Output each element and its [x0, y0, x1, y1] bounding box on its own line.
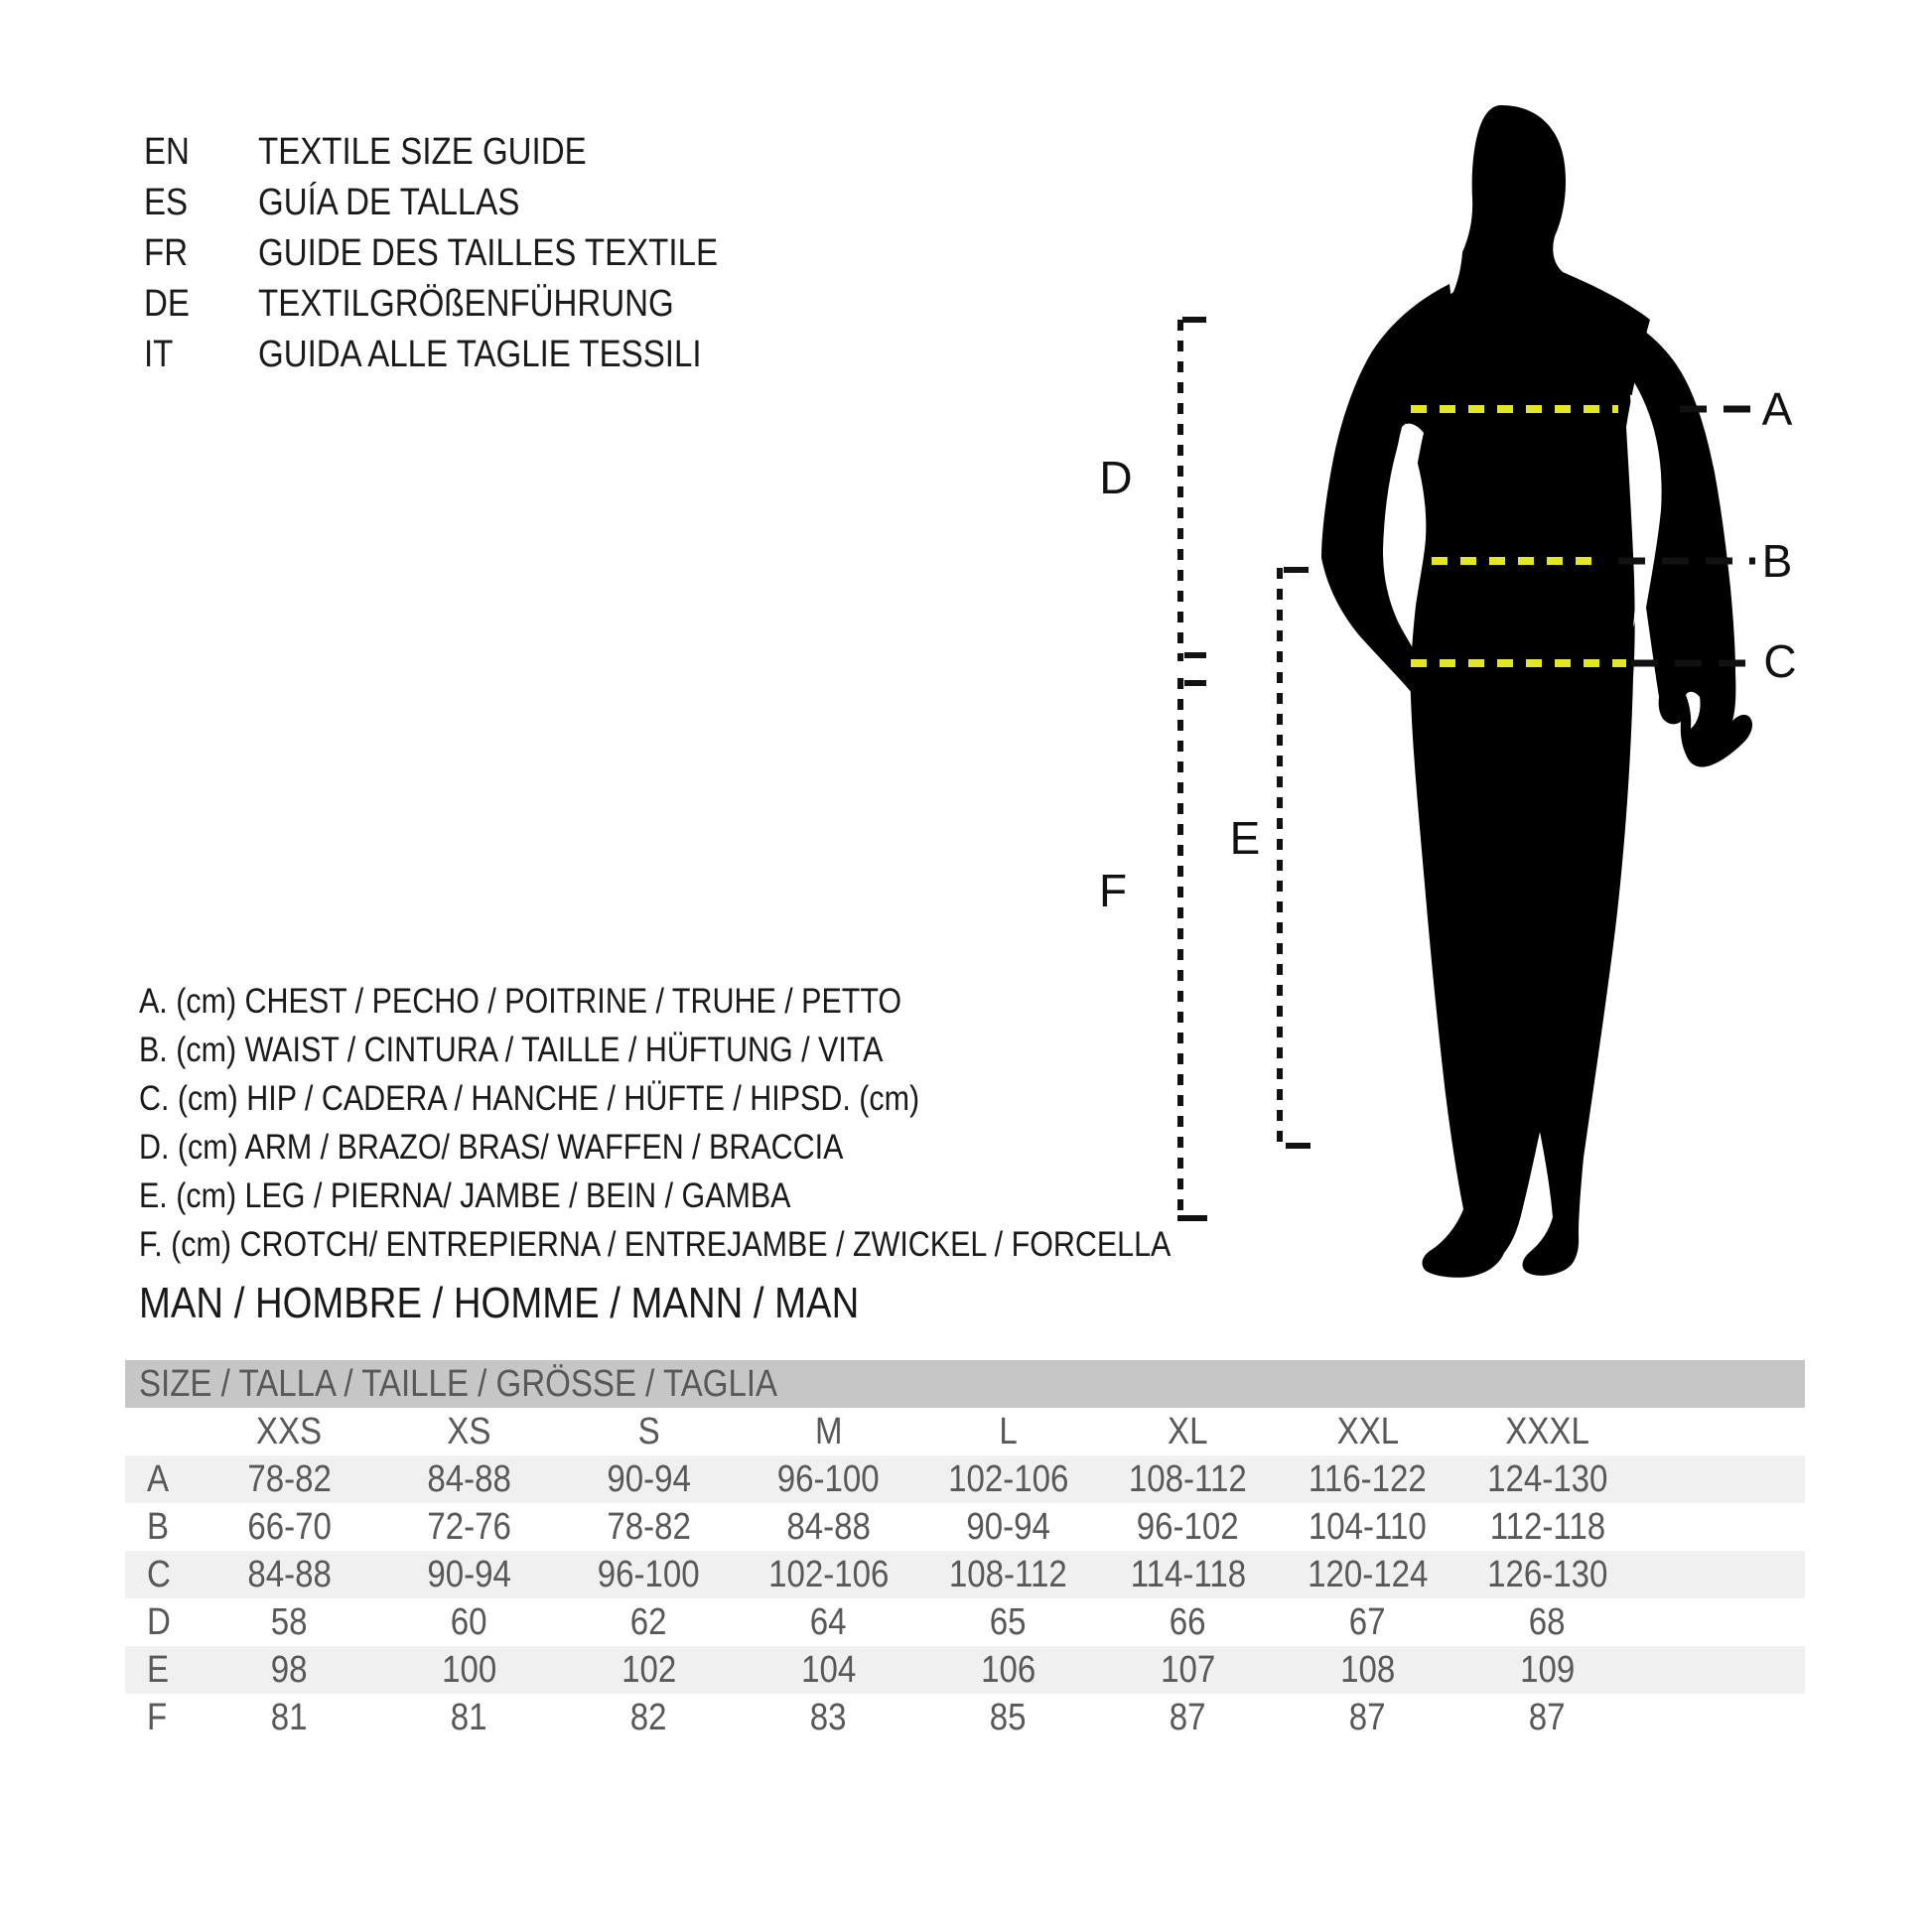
figure-label-arm: D	[1099, 452, 1133, 503]
language-row	[144, 127, 786, 178]
row-key: A	[147, 1457, 170, 1500]
cell: 109	[1519, 1648, 1576, 1691]
language-title: GUIDA ALLE TAGLIE TESSILI	[258, 334, 702, 375]
cell: 104	[800, 1648, 857, 1691]
row-key: F	[147, 1696, 168, 1738]
language-code: ES	[144, 182, 189, 223]
cell: 78-82	[607, 1505, 691, 1548]
column-header: XXXL	[1505, 1410, 1589, 1452]
cell: 72-76	[427, 1505, 511, 1548]
cell: 106	[980, 1648, 1036, 1691]
table-row	[125, 1455, 1805, 1503]
cell: 87	[1170, 1696, 1206, 1738]
language-title: GUÍA DE TALLAS	[258, 182, 520, 223]
cell: 81	[451, 1696, 487, 1738]
language-code: DE	[144, 283, 190, 325]
legend-line-waist: B. (cm) WAIST / CINTURA / TAILLE / HÜFTUNG / VITA	[139, 1030, 884, 1069]
cell: 85	[990, 1696, 1027, 1738]
cell: 90-94	[966, 1505, 1050, 1548]
cell: 107	[1160, 1648, 1216, 1691]
language-code: IT	[144, 334, 174, 375]
cell: 108-112	[1129, 1457, 1247, 1500]
row-key: D	[147, 1600, 171, 1643]
cell: 83	[810, 1696, 847, 1738]
cell: 58	[271, 1600, 308, 1643]
cell: 108	[1339, 1648, 1396, 1691]
cell: 87	[1529, 1696, 1566, 1738]
cell: 66-70	[247, 1505, 332, 1548]
legend-line-crotch: F. (cm) CROTCH/ ENTREPIERNA / ENTREJAMBE / ZWICKEL / FORCELLA	[139, 1224, 1172, 1264]
size-column-header-row	[125, 1408, 1805, 1455]
column-header: M	[814, 1410, 843, 1452]
column-header: L	[999, 1410, 1018, 1452]
column-header: XL	[1168, 1410, 1208, 1452]
column-header: XXS	[256, 1410, 323, 1452]
language-row	[144, 279, 786, 330]
column-header: XS	[447, 1410, 491, 1452]
legend-line-chest: A. (cm) CHEST / PECHO / POITRINE / TRUHE / PETTO	[139, 981, 902, 1021]
table-row	[125, 1694, 1805, 1741]
row-key: E	[147, 1648, 170, 1691]
cell: 84-88	[427, 1457, 511, 1500]
figure-label-waist: B	[1761, 535, 1793, 587]
cell: 116-122	[1309, 1457, 1427, 1500]
table-row	[125, 1646, 1805, 1694]
cell: 102-106	[947, 1457, 1069, 1500]
language-row	[144, 228, 786, 279]
column-header: S	[637, 1410, 660, 1452]
table-row	[125, 1503, 1805, 1551]
cell: 81	[271, 1696, 308, 1738]
cell: 64	[810, 1600, 847, 1643]
cell: 112-118	[1489, 1505, 1605, 1548]
column-header: XXL	[1336, 1410, 1399, 1452]
cell: 60	[451, 1600, 487, 1643]
cell: 102	[621, 1648, 677, 1691]
cell: 67	[1349, 1600, 1386, 1643]
cell: 100	[441, 1648, 497, 1691]
legend-line-leg: E. (cm) LEG / PIERNA/ JAMBE / BEIN / GAMBA	[139, 1175, 791, 1215]
cell: 96-102	[1137, 1505, 1239, 1548]
cell: 124-130	[1486, 1457, 1608, 1500]
language-title: TEXTILE SIZE GUIDE	[258, 131, 587, 173]
cell: 96-100	[598, 1553, 700, 1595]
cell: 84-88	[247, 1553, 332, 1595]
cell: 78-82	[247, 1457, 332, 1500]
cell: 108-112	[949, 1553, 1067, 1595]
language-code: EN	[144, 131, 190, 173]
figure-label-crotch: F	[1098, 865, 1128, 916]
legend-line-hip: C. (cm) HIP / CADERA / HANCHE / HÜFTE / HIPSD. (cm)	[139, 1078, 920, 1118]
language-title: GUIDE DES TAILLES TEXTILE	[258, 232, 719, 274]
cell: 102-106	[767, 1553, 890, 1595]
figure-label-leg: E	[1229, 812, 1261, 864]
gender-line: MAN / HOMBRE / HOMME / MANN / MAN	[139, 1279, 860, 1327]
figure-label-chest: A	[1761, 383, 1793, 435]
cell: 84-88	[786, 1505, 871, 1548]
legend-line-arm: D. (cm) ARM / BRAZO/ BRAS/ WAFFEN / BRACCIA	[139, 1127, 844, 1167]
cell: 104-110	[1309, 1505, 1427, 1548]
cell: 120-124	[1307, 1553, 1429, 1595]
measurement-legend	[139, 977, 1325, 1269]
table-row	[125, 1551, 1805, 1598]
row-key: C	[147, 1553, 171, 1595]
table-row	[125, 1598, 1805, 1646]
figure-label-hip: C	[1763, 635, 1797, 687]
language-title-block	[144, 127, 786, 380]
language-title: TEXTILGRÖßENFÜHRUNG	[258, 283, 674, 325]
language-row	[144, 330, 786, 380]
cell: 90-94	[427, 1553, 511, 1595]
cell: 98	[271, 1648, 308, 1691]
cell: 87	[1349, 1696, 1386, 1738]
language-code: FR	[144, 232, 189, 274]
cell: 114-118	[1130, 1553, 1246, 1595]
size-table-title: SIZE / TALLA / TAILLE / GRÖSSE / TAGLIA	[139, 1362, 778, 1405]
cell: 66	[1170, 1600, 1206, 1643]
size-table	[125, 1360, 1805, 1741]
language-row	[144, 178, 786, 228]
cell: 126-130	[1486, 1553, 1608, 1595]
cell: 90-94	[607, 1457, 691, 1500]
cell: 62	[630, 1600, 667, 1643]
row-key: B	[147, 1505, 170, 1548]
size-table-header-bar	[125, 1360, 1805, 1408]
cell: 65	[990, 1600, 1027, 1643]
cell: 68	[1529, 1600, 1566, 1643]
cell: 96-100	[777, 1457, 880, 1500]
cell: 82	[630, 1696, 667, 1738]
